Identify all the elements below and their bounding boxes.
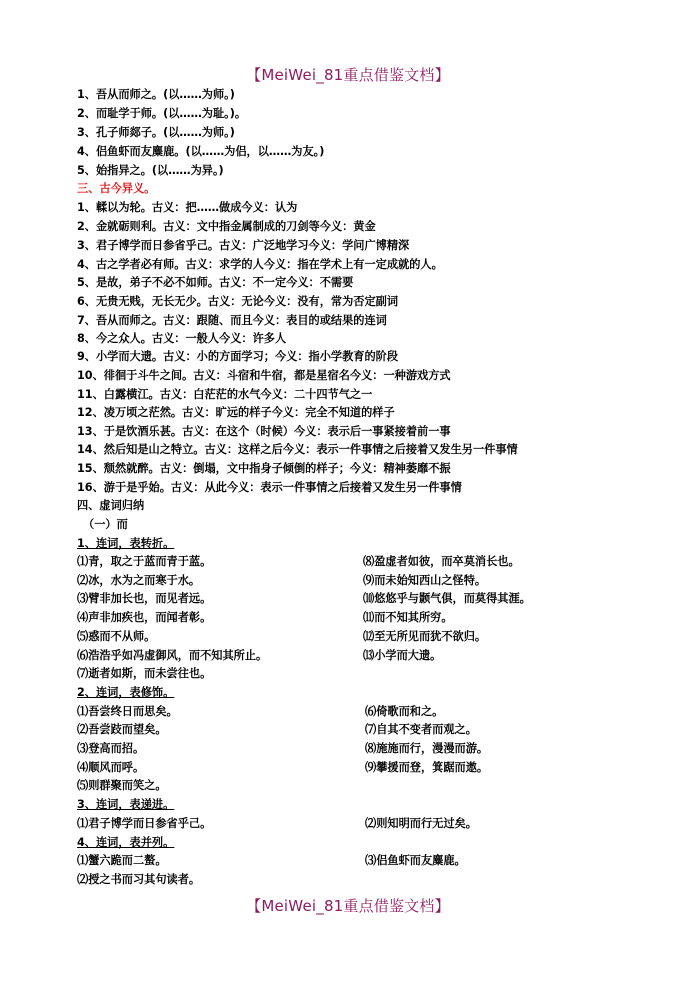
intro-line: 4、侣鱼虾而友麋鹿。(以……为侣，以……为友。) bbox=[77, 145, 325, 158]
header-banner: 【MeiWei_81重点借鉴文档】 bbox=[246, 66, 450, 84]
example-item: ⑺逝者如斯，而未尝往也。 bbox=[77, 667, 212, 680]
list-item: 11、白露横江。古义：白茫茫的水气今义：二十四节气之一 bbox=[77, 388, 373, 401]
example-item: ⑶臂非加长也，而见者远。 bbox=[77, 592, 212, 605]
list-item: 16、游于是乎始。古义：从此今义：表示一件事情之后接着又发生另一件事情 bbox=[77, 481, 462, 494]
group-heading-zhuanzhe: 1、连词，表转折。 bbox=[77, 537, 175, 550]
example-item: ⑵则知明而行无过矣。 bbox=[365, 817, 477, 830]
list-item: 6、无贵无贱，无长无少。古义：无论今义：没有，常为否定副词 bbox=[77, 295, 399, 308]
list-item: 15、颓然就醉。古义：倒塌，文中指身子倾倒的样子；今义：精神萎靡不振 bbox=[77, 462, 451, 475]
example-item: ⑵冰，水为之而寒于水。 bbox=[77, 574, 201, 587]
example-item: ⑵授之书而习其句读者。 bbox=[77, 873, 201, 886]
intro-line: 2、而耻学于师。(以……为耻。)。 bbox=[77, 107, 247, 120]
example-item: ⑸则群聚而笑之。 bbox=[77, 779, 167, 792]
group-heading-dijin: 3、连词，表递进。 bbox=[77, 798, 175, 811]
example-item: ⑴吾尝终日而思矣。 bbox=[77, 705, 178, 718]
group-heading-xiushi: 2、连词，表修饰。 bbox=[77, 686, 175, 699]
list-item: 13、于是饮酒乐甚。古义：在这个（时候）今义：表示后一事紧接着前一事 bbox=[77, 425, 451, 438]
example-item: ⑻施施而行，漫漫而游。 bbox=[365, 742, 489, 755]
list-item: 9、小学而大遗。古义：小的方面学习；今义：指小学教育的阶段 bbox=[77, 350, 399, 363]
example-item: ⑹浩浩乎如冯虚御风，而不知其所止。 bbox=[77, 649, 268, 662]
example-item: ⑼而未始知西山之怪特。 bbox=[363, 574, 487, 587]
example-item: ⑴蟹六跪而二螯。 bbox=[77, 854, 167, 867]
example-item: ⑼攀援而登，箕踞而遨。 bbox=[365, 761, 489, 774]
list-item: 1、輮以为轮。古义：把……做成今义：认为 bbox=[77, 201, 298, 214]
example-item: ⑴青，取之于蓝而青于蓝。 bbox=[77, 555, 212, 568]
list-item: 3、君子博学而日参省乎己。古义：广泛地学习今义：学问广博精深 bbox=[77, 239, 410, 252]
example-item: ⑸惑而不从师。 bbox=[77, 630, 156, 643]
example-item: ⑹倚歌而和之。 bbox=[365, 705, 444, 718]
example-item: ⑷声非加疾也，而闻者彰。 bbox=[77, 611, 212, 624]
intro-line: 5、始指异之。(以……为异。) bbox=[77, 164, 224, 177]
footer-banner: 【MeiWei_81重点借鉴文档】 bbox=[246, 897, 450, 915]
example-item: ⑷顺风而呼。 bbox=[77, 761, 145, 774]
list-item: 2、金就砺则利。古义：文中指金属制成的刀剑等今义：黄金 bbox=[77, 220, 376, 233]
group-heading-binglie: 4、连词，表并列。 bbox=[77, 836, 175, 849]
list-item: 4、古之学者必有师。古义：求学的人今义：指在学术上有一定成就的人。 bbox=[77, 258, 443, 271]
list-item: 14、然后知是山之特立。古义：这样之后今义：表示一件事情之后接着又发生另一件事情 bbox=[77, 443, 518, 456]
example-item: ⑽悠悠乎与颢气俱，而莫得其涯。 bbox=[363, 592, 531, 605]
list-item: 7、吾从而师之。古义：跟随、而且今义：表目的或结果的连词 bbox=[77, 314, 387, 327]
example-item: ⑺自其不变者而观之。 bbox=[365, 723, 477, 736]
intro-line: 1、吾从而师之。(以……为师。) bbox=[77, 88, 235, 101]
intro-line: 3、孔子师郯子。(以……为师。) bbox=[77, 126, 235, 139]
list-item: 12、凌万顷之茫然。古义：旷远的样子今义：完全不知道的样子 bbox=[77, 406, 395, 419]
example-item: ⑻盈虚者如彼，而卒莫消长也。 bbox=[363, 555, 520, 568]
example-item: ⑵吾尝跂而望矣。 bbox=[77, 723, 167, 736]
example-item: ⑿至无所见而犹不欲归。 bbox=[363, 630, 487, 643]
subsection-heading-er: （一）而 bbox=[83, 518, 128, 531]
section-heading-gujin: 三、古今异义。 bbox=[77, 182, 156, 195]
list-item: 10、徘徊于斗牛之间。古义：斗宿和牛宿，都是星宿名今义：一种游戏方式 bbox=[77, 369, 451, 382]
example-item: ⑶侣鱼虾而友麋鹿。 bbox=[365, 854, 466, 867]
example-item: ⑶登高而招。 bbox=[77, 742, 145, 755]
list-item: 5、是故，弟子不必不如师。古义：不一定今义：不需要 bbox=[77, 276, 354, 289]
section-heading-xuci: 四、虚词归纳 bbox=[77, 499, 145, 512]
example-item: ⒀小学而大遗。 bbox=[363, 649, 442, 662]
list-item: 8、今之众人。古义：一般人今义：许多人 bbox=[77, 332, 287, 345]
example-item: ⑴君子博学而日参省乎己。 bbox=[77, 817, 212, 830]
example-item: ⑾而不知其所穷。 bbox=[363, 611, 453, 624]
